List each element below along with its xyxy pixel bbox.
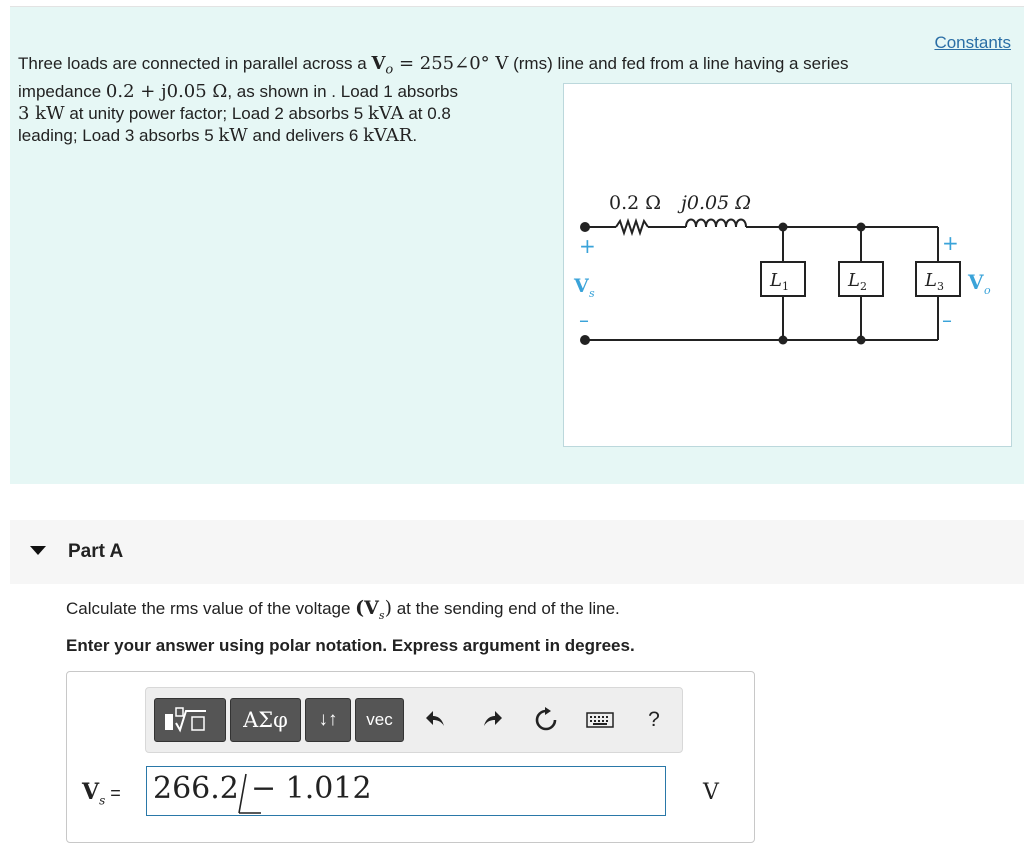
answer-input[interactable] <box>146 766 666 816</box>
problem-text: Three loads are connected in parallel across a $V_o$ = 255∠0° V (rms) line and fed from a line having a series impedance 0.2 + j0.05 Ω, as shown in . Load 1 absorbs 3 kW at unity power factor; Load 2 absorbs 5 kVA at 0.8 leading; Load 3 absorbs 5 kW and delivers 6 kVAR. <box>18 53 849 147</box>
greek-symbols-button[interactable]: ΑΣφ <box>230 698 301 742</box>
vs-subscript: s <box>589 287 595 300</box>
load-2-label: L <box>848 270 860 291</box>
part-title[interactable]: Part A <box>68 541 124 562</box>
keyboard-icon <box>586 710 614 730</box>
answer-panel <box>66 671 755 843</box>
undo-button[interactable] <box>420 704 452 736</box>
circuit-diagram <box>564 84 1011 446</box>
vs-label: V <box>574 275 589 297</box>
resistor <box>616 221 648 233</box>
load-2-subscript: 2 <box>860 280 867 293</box>
load-1-label: L <box>770 270 782 291</box>
part-a-header[interactable] <box>10 520 1024 584</box>
undo-icon <box>424 708 448 732</box>
resistance-label: 0.2 Ω <box>609 192 662 214</box>
reset-icon <box>533 707 559 733</box>
math-toolbar <box>145 687 683 753</box>
templates-button[interactable] <box>154 698 226 742</box>
vo-subscript: o <box>984 284 991 297</box>
vo-label: V <box>968 270 984 294</box>
reset-button[interactable] <box>530 704 562 736</box>
inductor <box>686 220 746 228</box>
question-text: Calculate the rms value of the voltage $(V_s)$ at the sending end of the line. <box>66 597 620 622</box>
keyboard-button[interactable] <box>584 704 616 736</box>
collapse-caret-icon[interactable] <box>30 546 46 555</box>
templates-icon <box>162 705 218 735</box>
vo-plus: + <box>942 231 959 255</box>
vector-button[interactable]: vec <box>355 698 404 742</box>
redo-button[interactable] <box>476 704 508 736</box>
vo-minus: – <box>942 308 952 332</box>
reactance-label: j0.05 Ω <box>681 192 751 214</box>
circuit-figure <box>563 83 1012 447</box>
constants-link[interactable]: Constants <box>934 33 1011 52</box>
answer-unit: V <box>703 780 719 805</box>
arrows-button[interactable]: ↓↑ <box>305 698 351 742</box>
vs-plus: + <box>579 234 596 258</box>
answer-angle: − 1.012 <box>251 771 372 806</box>
vs-minus: – <box>579 308 589 332</box>
answer-magnitude: 266.2 <box>153 771 239 806</box>
load-3-subscript: 3 <box>937 280 944 293</box>
answer-instruction: Enter your answer using polar notation. Express argument in degrees. <box>66 636 635 655</box>
answer-label: $V_s$ = <box>82 779 121 808</box>
redo-icon <box>480 708 504 732</box>
help-button[interactable]: ? <box>648 708 660 731</box>
load-1-subscript: 1 <box>782 280 789 293</box>
load-3-label: L <box>925 270 937 291</box>
